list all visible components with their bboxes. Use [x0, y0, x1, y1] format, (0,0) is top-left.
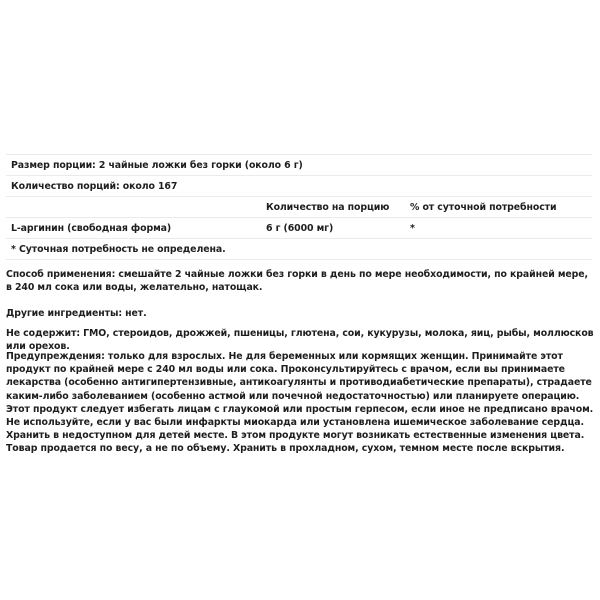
table-header-row	[6, 196, 592, 217]
header-amount: Количество на порцию	[266, 202, 390, 213]
warnings-text: Предупреждения: только для взрослых. Не для беременных или кормящих женщин. Принимайте этот продукт по крайней мере с 240 мл воды или сока. Проконсультируйтесь с врачом, если вы принимаете лекарства (особенно антигипертензивные, антикоагулянты и противодиабетические препараты), страдаете каким-либо заболеванием (особенно астмой или почечной недостаточностью) или планируете операцию. Этот продукт следует избегать лицам с глаукомой или простым герпесом, если иное не предписано врачом. Не используйте, если у вас были инфаркты миокарда или установлена ишемическое заболевание сердца. Хранить в недоступном для детей месте. В этом продукте могут возникать естественные изменения цвета. Товар продается по весу, а не по объему. Хранить в прохладном, сухом, темном месте после вскрытия.	[6, 351, 594, 455]
daily-value-footnote: * Суточная потребность не определена.	[11, 244, 226, 255]
servings-per-container-row	[6, 175, 592, 196]
serving-size: Размер порции: 2 чайные ложки без горки (около 6 г)	[11, 160, 303, 171]
directions-text: Способ применения: смешайте 2 чайные ложки без горки в день по мере необходимости, по крайней мере, в 240 мл сока или воды, желательно, натощак.	[6, 269, 589, 294]
ingredient-name: L-аргинин (свободная форма)	[11, 223, 172, 234]
ingredient-amount: 6 г (6000 мг)	[266, 223, 334, 234]
header-daily-value: % от суточной потребности	[410, 202, 557, 213]
servings-per-container: Количество порций: около 167	[11, 181, 178, 192]
serving-size-row	[6, 154, 592, 175]
ingredient-daily-value: *	[410, 223, 415, 234]
other-ingredients-text: Другие ингредиенты: нет.	[6, 308, 147, 319]
table-row	[6, 217, 592, 238]
does-not-contain-text: Не содержит: ГМО, стероидов, дрожжей, пшеницы, глютена, сои, кукурузы, молока, яиц, рыбы, моллюсков или орехов.	[6, 328, 594, 353]
supplement-facts-table	[6, 154, 592, 260]
footnote-row	[6, 238, 592, 260]
